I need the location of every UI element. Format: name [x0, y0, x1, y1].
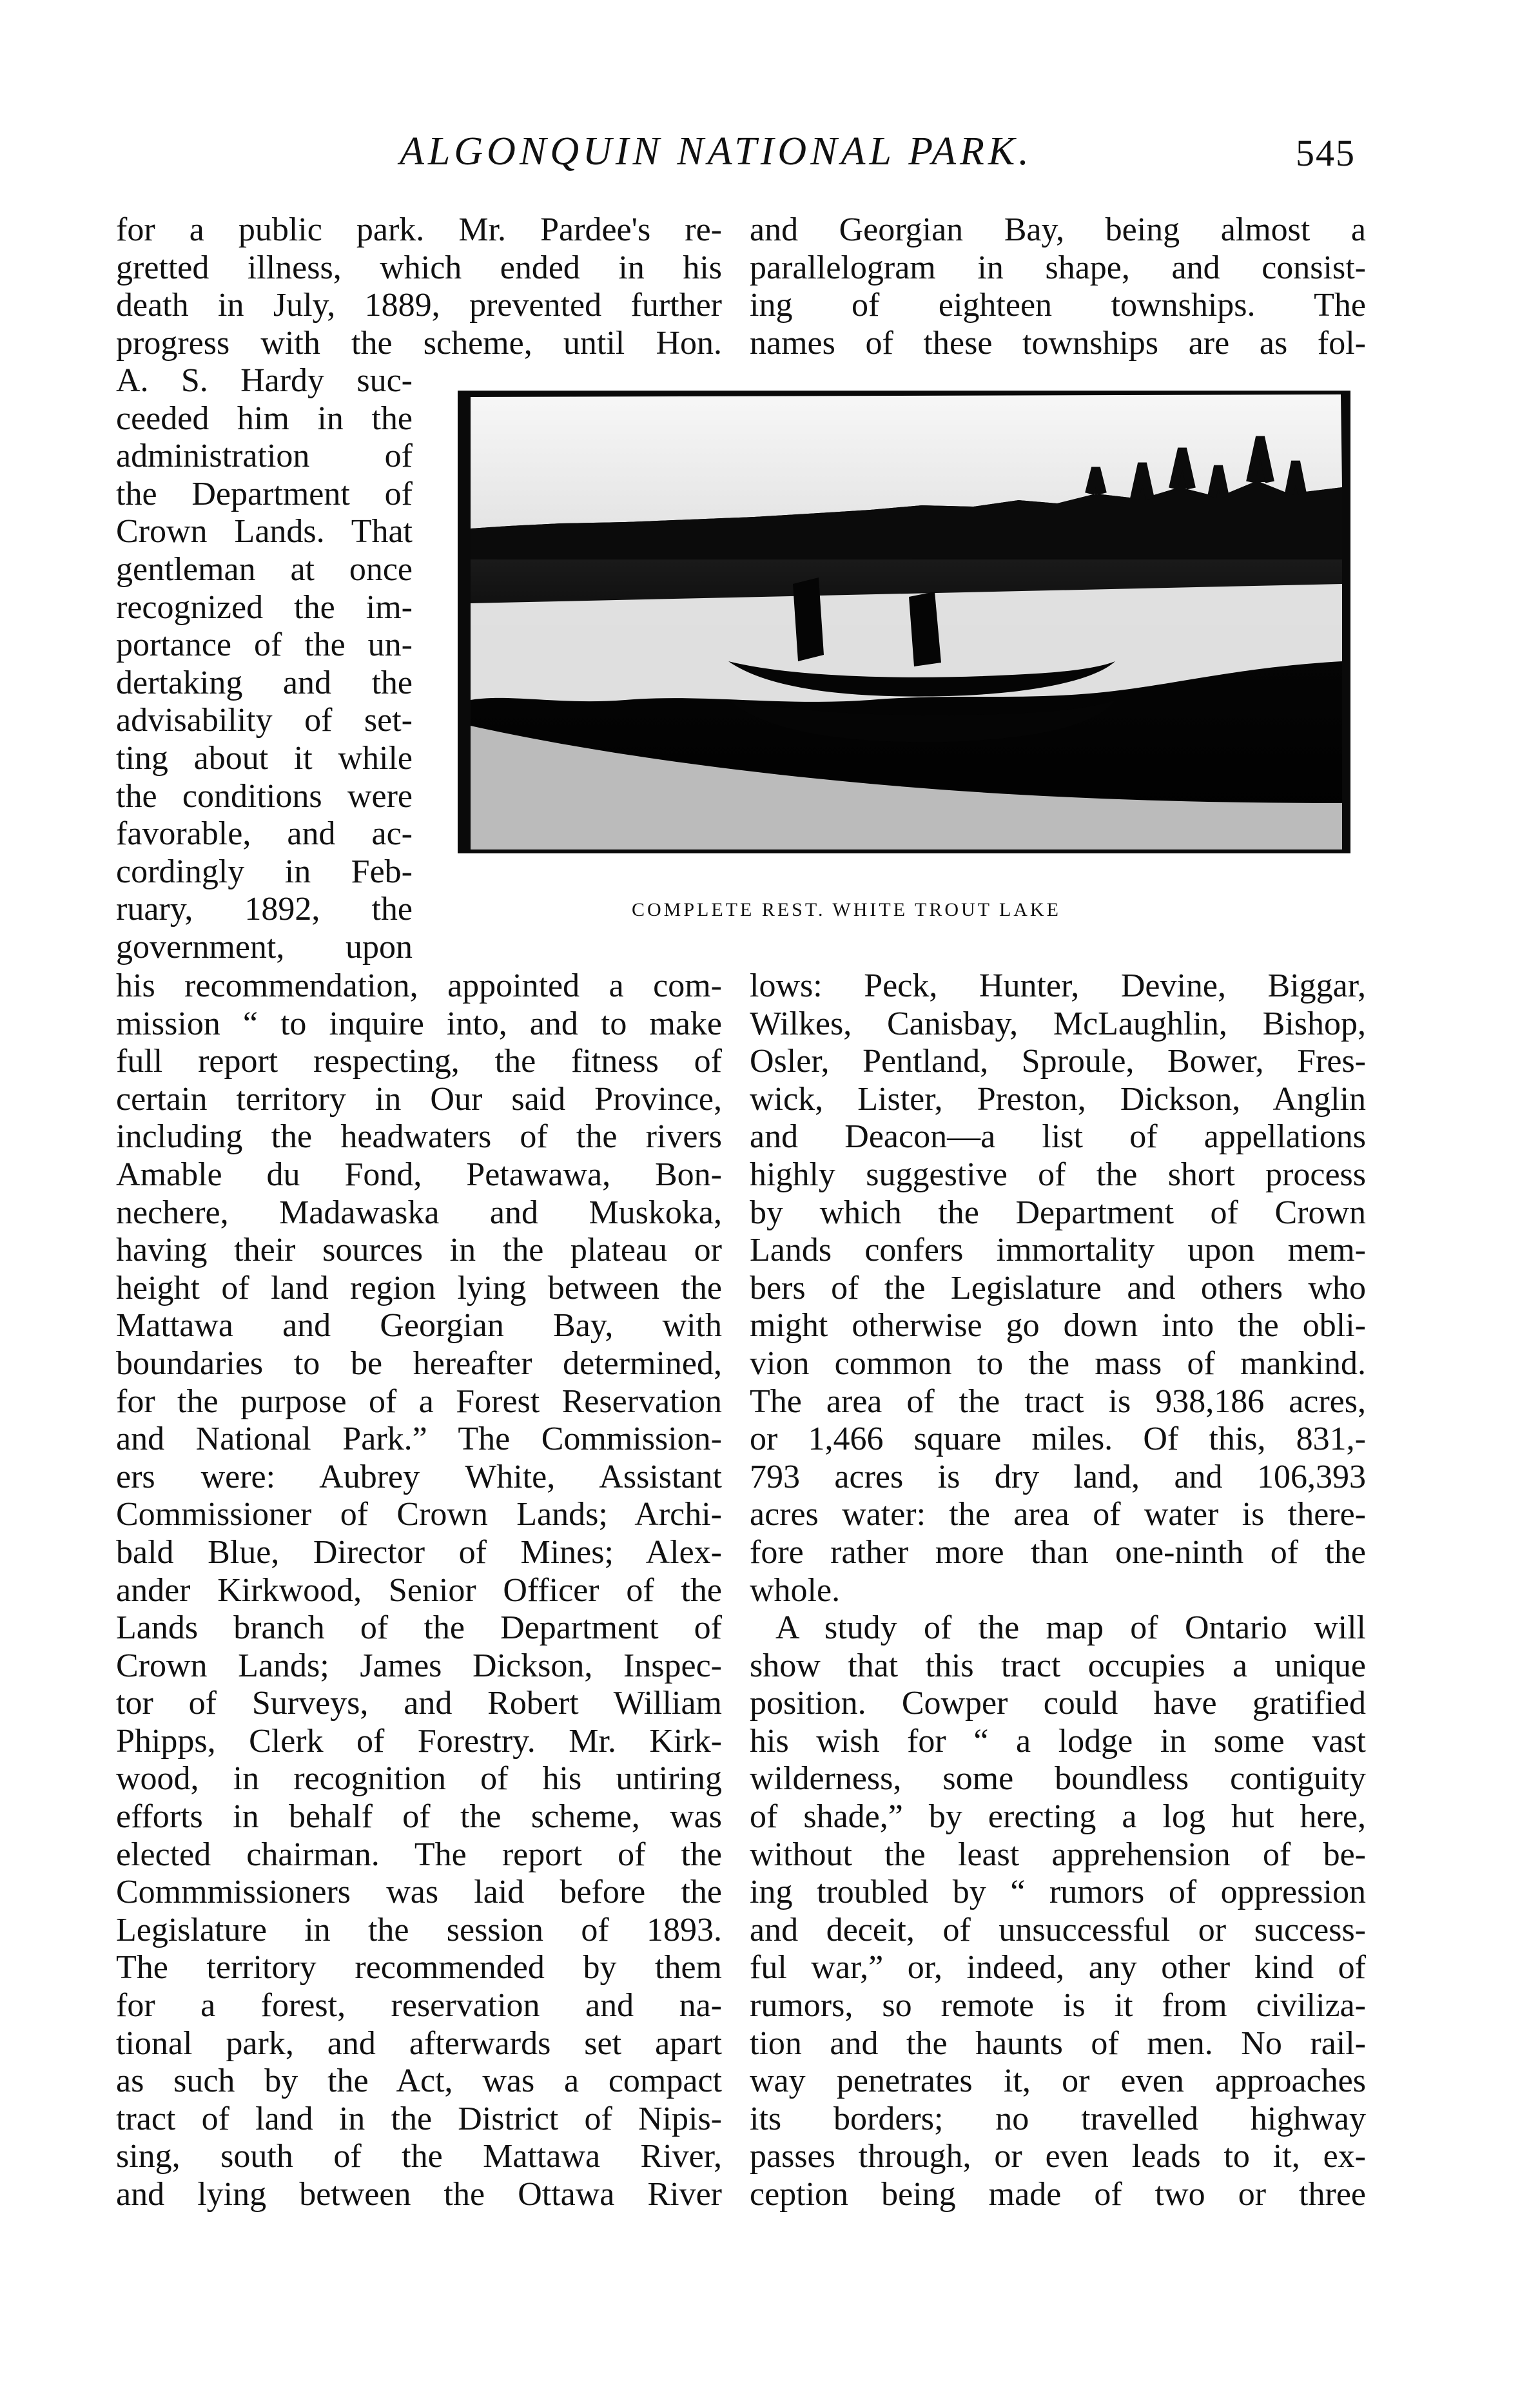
running-title: ALGONQUIN NATIONAL PARK.: [400, 130, 1033, 173]
text-line: whole.: [750, 1571, 841, 1609]
text-line: position. Cowper could have gratified: [750, 1685, 1366, 1722]
text-line: way penetrates it, or even approaches: [750, 2063, 1366, 2100]
text-line: fore rather more than one-ninth of the: [750, 1533, 1366, 1571]
text-line: tional park, and afterwards set apart: [116, 2024, 722, 2062]
text-line: of shade,” by erecting a log hut here,: [750, 1798, 1366, 1836]
page-number: 545: [1296, 132, 1356, 174]
text-line: ceeded him in the: [116, 400, 413, 437]
text-line: Osler, Pentland, Sproule, Bower, Fres-: [750, 1043, 1366, 1080]
text-line: having their sources in the plateau or: [116, 1232, 722, 1269]
text-line: ers were: Aubrey White, Assistant: [116, 1458, 722, 1495]
text-line: wick, Lister, Preston, Dickson, Anglin: [750, 1080, 1366, 1118]
text-line: efforts in behalf of the scheme, was: [116, 1798, 722, 1836]
text-line: dertaking and the: [116, 664, 413, 701]
text-line: bald Blue, Director of Mines; Alex-: [116, 1533, 722, 1571]
text-line: gretted illness, which ended in his: [116, 249, 722, 286]
text-line: Commmissioners was laid before the: [116, 1874, 722, 1911]
text-line: full report respecting, the fitness of: [116, 1043, 722, 1080]
text-line: A. S. Hardy suc-: [116, 362, 413, 399]
text-line: government, upon: [116, 928, 413, 966]
text-line: ruary, 1892, the: [116, 891, 413, 928]
text-line: or 1,466 square miles. Of this, 831,-: [750, 1421, 1366, 1458]
text-line: cordingly in Feb-: [116, 853, 413, 890]
text-line: parallelogram in shape, and consist-: [750, 249, 1366, 286]
text-line: his wish for “ a lodge in some vast: [750, 1722, 1366, 1760]
text-line: the conditions were: [116, 777, 413, 815]
text-line: the Department of: [116, 475, 413, 512]
text-line: wood, in recognition of his untiring: [116, 1760, 722, 1798]
lake-photograph: [458, 391, 1350, 853]
text-line: passes through, or even leads to it, ex-: [750, 2138, 1366, 2175]
text-line: sing, south of the Mattawa River,: [116, 2138, 722, 2175]
text-line: Lands confers immortality upon mem-: [750, 1232, 1366, 1269]
figure-caption: COMPLETE REST. WHITE TROUT LAKE: [632, 899, 1061, 920]
text-line: ception being made of two or three: [750, 2176, 1366, 2213]
text-line: ing troubled by “ rumors of oppression: [750, 1874, 1366, 1911]
text-line: The area of the tract is 938,186 acres,: [750, 1383, 1366, 1420]
text-line: names of these townships are as fol-: [750, 324, 1366, 362]
left-column-main: [116, 967, 722, 2214]
text-line: favorable, and ac-: [116, 815, 413, 853]
text-line: by which the Department of Crown: [750, 1194, 1366, 1231]
text-line: for a public park. Mr. Pardee's re-: [116, 211, 722, 248]
right-column-main: [750, 967, 1366, 2214]
text-line: administration of: [116, 438, 413, 475]
text-line: and Deacon—a list of appellations: [750, 1118, 1366, 1156]
text-line: highly suggestive of the short process: [750, 1156, 1366, 1193]
text-line: Amable du Fond, Petawawa, Bon-: [116, 1156, 722, 1193]
text-line: elected chairman. The report of the: [116, 1836, 722, 1873]
text-line: portance of the un-: [116, 626, 413, 664]
text-line: tract of land in the District of Nipis-: [116, 2100, 722, 2137]
text-line: 793 acres is dry land, and 106,393: [750, 1458, 1366, 1495]
text-line: acres water: the area of water is there-: [750, 1496, 1366, 1533]
text-line: including the headwaters of the rivers: [116, 1118, 722, 1156]
text-line: tor of Surveys, and Robert William: [116, 1685, 722, 1722]
text-line: his recommendation, appointed a com-: [116, 967, 722, 1004]
text-line: Commissioner of Crown Lands; Archi-: [116, 1496, 722, 1533]
text-line: and National Park.” The Commission-: [116, 1421, 722, 1458]
text-line: recognized the im-: [116, 588, 413, 626]
text-line: wilderness, some boundless contiguity: [750, 1760, 1366, 1798]
text-line: ful war,” or, indeed, any other kind of: [750, 1949, 1366, 1986]
text-line: ing of eighteen townships. The: [750, 287, 1366, 324]
text-line: Crown Lands; James Dickson, Inspec-: [116, 1647, 722, 1684]
text-line: bers of the Legislature and others who: [750, 1269, 1366, 1306]
text-line: vion common to the mass of mankind.: [750, 1345, 1366, 1382]
right-column-top: [750, 211, 1366, 362]
text-line: and Georgian Bay, being almost a: [750, 211, 1366, 248]
text-line: Crown Lands. That: [116, 513, 413, 550]
text-line: without the least apprehension of be-: [750, 1836, 1366, 1873]
text-line: Legislature in the session of 1893.: [116, 1911, 722, 1948]
text-line: and lying between the Ottawa River: [116, 2176, 722, 2213]
text-line: its borders; no travelled highway: [750, 2100, 1366, 2137]
text-line: as such by the Act, was a compact: [116, 2063, 722, 2100]
text-line: tion and the haunts of men. No rail-: [750, 2024, 1366, 2062]
text-line: and deceit, of unsuccessful or success-: [750, 1911, 1366, 1948]
text-line: lows: Peck, Hunter, Devine, Biggar,: [750, 967, 1366, 1004]
text-line: for a forest, reservation and na-: [116, 1987, 722, 2024]
text-line: A study of the map of Ontario will: [775, 1609, 1366, 1647]
text-line: ander Kirkwood, Senior Officer of the: [116, 1571, 722, 1609]
text-line: boundaries to be hereafter determined,: [116, 1345, 722, 1382]
text-line: show that this tract occupies a unique: [750, 1647, 1366, 1684]
text-line: mission “ to inquire into, and to make: [116, 1005, 722, 1042]
text-line: Lands branch of the Department of: [116, 1609, 722, 1647]
text-line: rumors, so remote is it from civiliza-: [750, 1987, 1366, 2024]
text-line: height of land region lying between the: [116, 1269, 722, 1306]
text-line: for the purpose of a Forest Reservation: [116, 1383, 722, 1420]
text-line: Wilkes, Canisbay, McLaughlin, Bishop,: [750, 1005, 1366, 1042]
photo-canoe-on-lake: [458, 391, 1350, 853]
left-column-top: [116, 211, 722, 362]
text-line: gentleman at once: [116, 550, 413, 588]
text-line: death in July, 1889, prevented further: [116, 287, 722, 324]
text-line: Phipps, Clerk of Forestry. Mr. Kirk-: [116, 1722, 722, 1760]
text-line: might otherwise go down into the obli-: [750, 1307, 1366, 1345]
text-line: advisability of set-: [116, 702, 413, 739]
text-line: certain territory in Our said Province,: [116, 1080, 722, 1118]
text-line: ting about it while: [116, 739, 413, 777]
text-line: The territory recommended by them: [116, 1949, 722, 1986]
text-line: nechere, Madawaska and Muskoka,: [116, 1194, 722, 1231]
text-line: progress with the scheme, until Hon.: [116, 324, 722, 362]
text-line: Mattawa and Georgian Bay, with: [116, 1307, 722, 1345]
left-column-wrapped-text: [116, 362, 413, 967]
